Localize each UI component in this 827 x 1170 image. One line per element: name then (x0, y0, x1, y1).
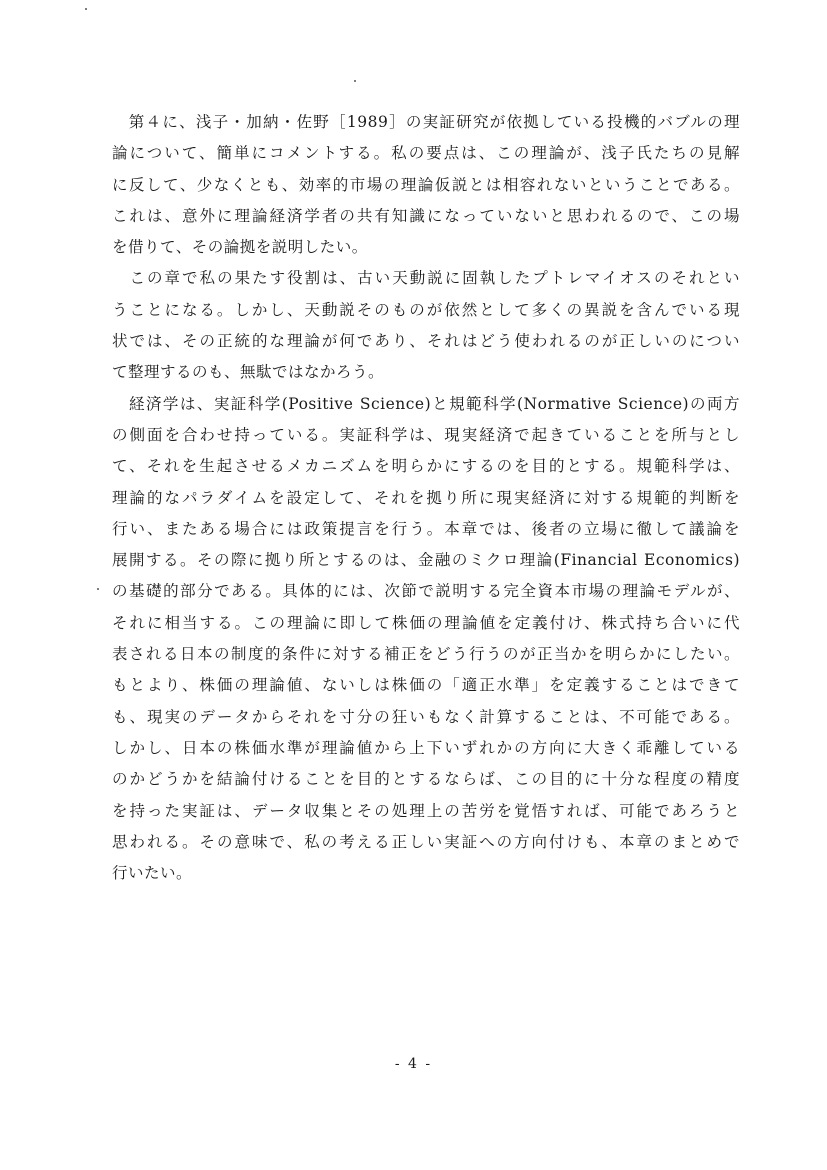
text-line: 行いたい。 (112, 864, 193, 883)
paragraph-1 (112, 107, 740, 263)
body-text (112, 107, 740, 889)
paragraph-3 (112, 389, 740, 890)
text-line: 行い、またある場合には政策提言を行う。本章では、後者の立場に徹して議論を (112, 519, 740, 538)
scan-speck (354, 80, 356, 82)
scan-speck (97, 588, 99, 590)
text-line: も、現実のデータからそれを寸分の狂いもなく計算することは、不可能である。 (112, 707, 740, 726)
text-line: を持った実証は、データ収集とその処理上の苦労を覚悟すれば、可能であろうと (112, 801, 740, 820)
text-line: 論について、簡単にコメントする。私の要点は、この理論が、浅子氏たちの見解 (112, 144, 740, 163)
text-line: 第４に、浅子・加納・佐野［1989］の実証研究が依拠している投機的バブルの理 (112, 113, 740, 131)
text-line: て、それを生起させるメカニズムを明らかにするのを目的とする。規範科学は、 (112, 457, 740, 476)
text-line: の側面を合わせ持っている。実証科学は、現実経済で起きていることを所与とし (112, 425, 740, 444)
paragraph-2 (112, 263, 740, 388)
page-number: - 4 - (394, 1056, 433, 1072)
text-line: 理論的なパラダイムを設定して、それを拠り所に現実経済に対する規範的判断を (112, 488, 740, 507)
text-line: に反して、少なくとも、効率的市場の理論仮説とは相容れないということである。 (112, 175, 740, 194)
text-line: それに相当する。この理論に即して株価の理論値を定義付け、株式持ち合いに代 (112, 613, 740, 632)
text-line: 思われる。その意味で、私の考える正しい実証への方向付けも、本章のまとめで (112, 832, 740, 851)
text-line: て整理するのも、無駄ではなかろう。 (112, 363, 385, 382)
text-line: この章で私の果たす役割は、古い天動説に固執したプトレマイオスのそれとい (112, 269, 740, 288)
text-line: 状では、その正統的な理論が何であり、それはどう使われるのが正しいのについ (112, 332, 740, 351)
text-line: 表される日本の制度的条件に対する補正をどう行うのが正当かを明らかにしたい。 (112, 645, 740, 664)
text-line: 経済学は、実証科学(Positive Science)と規範科学(Normative Science)の両方 (112, 394, 740, 413)
text-line: を借りて、その論拠を説明したい。 (112, 238, 368, 257)
text-line: しかし、日本の株価水準が理論値から上下いずれかの方向に大きく乖離している (112, 738, 740, 757)
scan-speck (85, 8, 87, 10)
text-line: の基礎的部分である。具体的には、次節で説明する完全資本市場の理論モデルが、 (112, 582, 740, 601)
text-line: のかどうかを結論付けることを目的とするならば、この目的に十分な程度の精度 (112, 770, 740, 789)
text-line: これは、意外に理論経済学者の共有知識になっていないと思われるので、この場 (112, 206, 740, 225)
text-line: 展開する。その際に拠り所とするのは、金融のミクロ理論(Financial Economics) (112, 551, 740, 570)
text-line: うことになる。しかし、天動説そのものが依然として多くの異説を含んでいる現 (112, 300, 740, 319)
text-line: もとより、株価の理論値、ないしは株価の「適正水準」を定義することはできて (112, 676, 740, 695)
